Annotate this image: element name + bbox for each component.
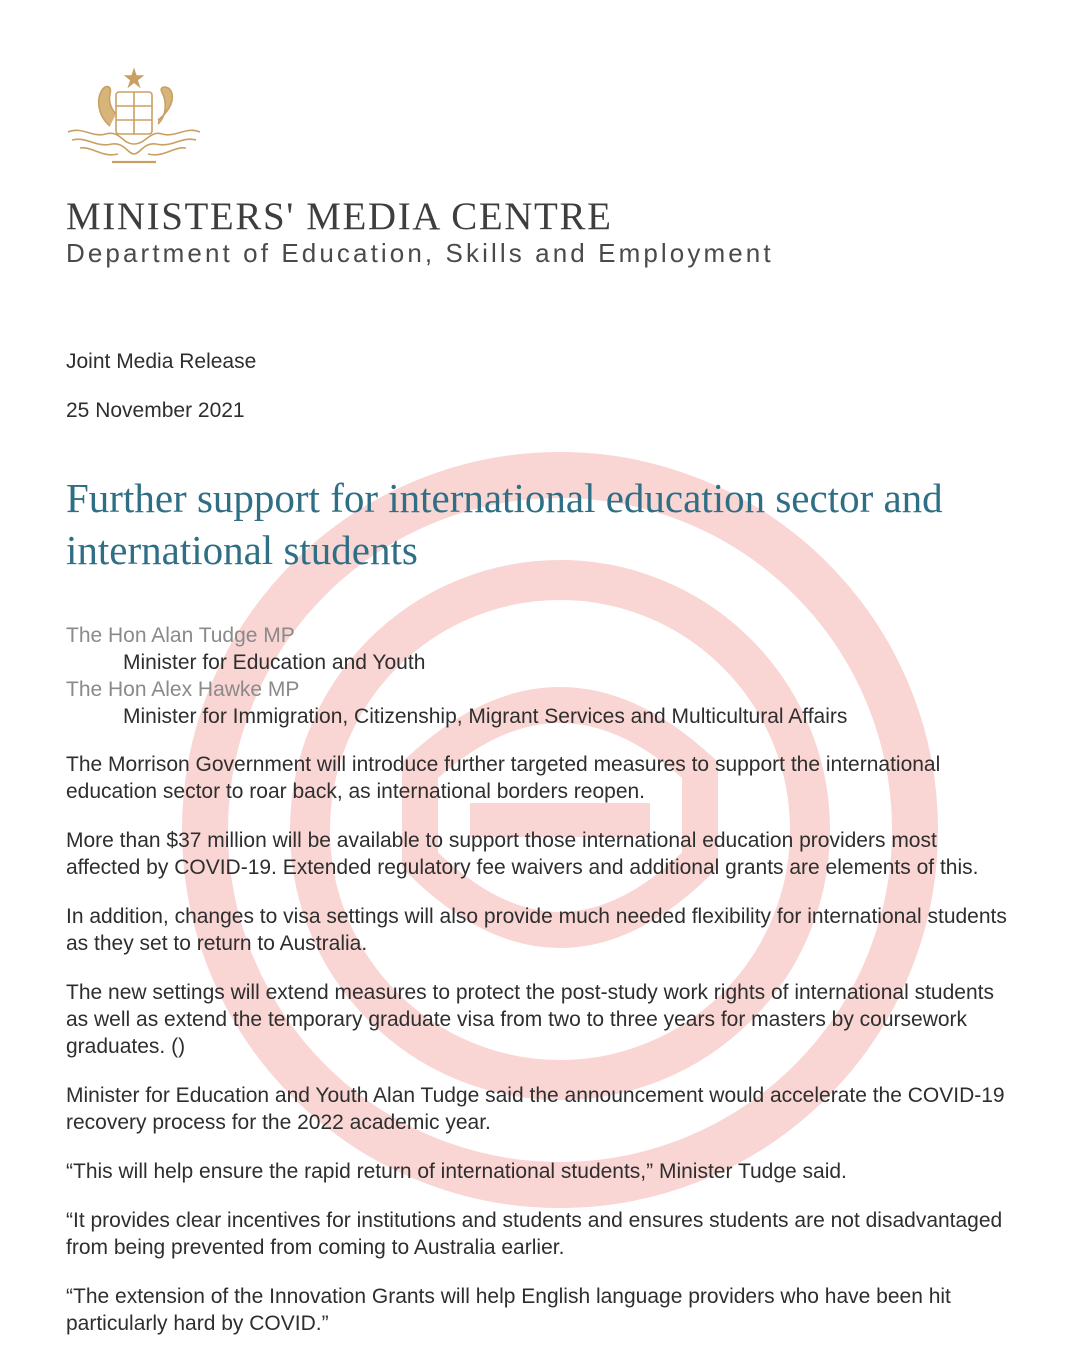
body-paragraph: “The extension of the Innovation Grants will help English language providers who have been hit particularly hard by COVID.” <box>66 1285 951 1335</box>
masthead-title: MINISTERS' MEDIA CENTRE <box>66 195 613 238</box>
body-paragraph: More than $37 million will be available to support those international education providers most affected by COVID-19. Extended regulatory fee waivers and additional grants are elements of this. <box>66 829 979 879</box>
body-paragraph: The Morrison Government will introduce further targeted measures to support the international education sector to roar back, as international borders reopen. <box>66 753 941 803</box>
minister-role: Minister for Immigration, Citizenship, Migrant Services and Multicultural Affairs <box>123 705 848 728</box>
body-paragraph: In addition, changes to visa settings will also provide much needed flexibility for international students as they set to return to Australia. <box>66 905 1007 955</box>
body-paragraph: “It provides clear incentives for institutions and students and ensures students are not disadvantaged from being prevented from coming to Australia earlier. <box>66 1209 1003 1259</box>
body-paragraph: Minister for Education and Youth Alan Tudge said the announcement would accelerate the COVID-19 recovery process for the 2022 academic year. <box>66 1084 1005 1134</box>
release-date: 25 November 2021 <box>66 399 245 422</box>
body-paragraph: “This will help ensure the rapid return of international students,” Minister Tudge said. <box>66 1160 847 1183</box>
release-body <box>66 751 1016 1359</box>
headline: Further support for international education sector and international students <box>66 475 943 573</box>
release-type: Joint Media Release <box>66 350 257 373</box>
coat-of-arms-icon <box>62 66 204 170</box>
minister-name: The Hon Alan Tudge MP <box>66 624 295 647</box>
minister-role: Minister for Education and Youth <box>123 651 426 674</box>
ministers-list <box>66 622 1026 730</box>
minister-name: The Hon Alex Hawke MP <box>66 678 300 701</box>
body-paragraph: The new settings will extend measures to protect the post-study work rights of international students as well as extend the temporary graduate visa from two to three years for masters by coursework graduates. () <box>66 981 994 1058</box>
masthead-subtitle: Department of Education, Skills and Employment <box>66 238 774 268</box>
